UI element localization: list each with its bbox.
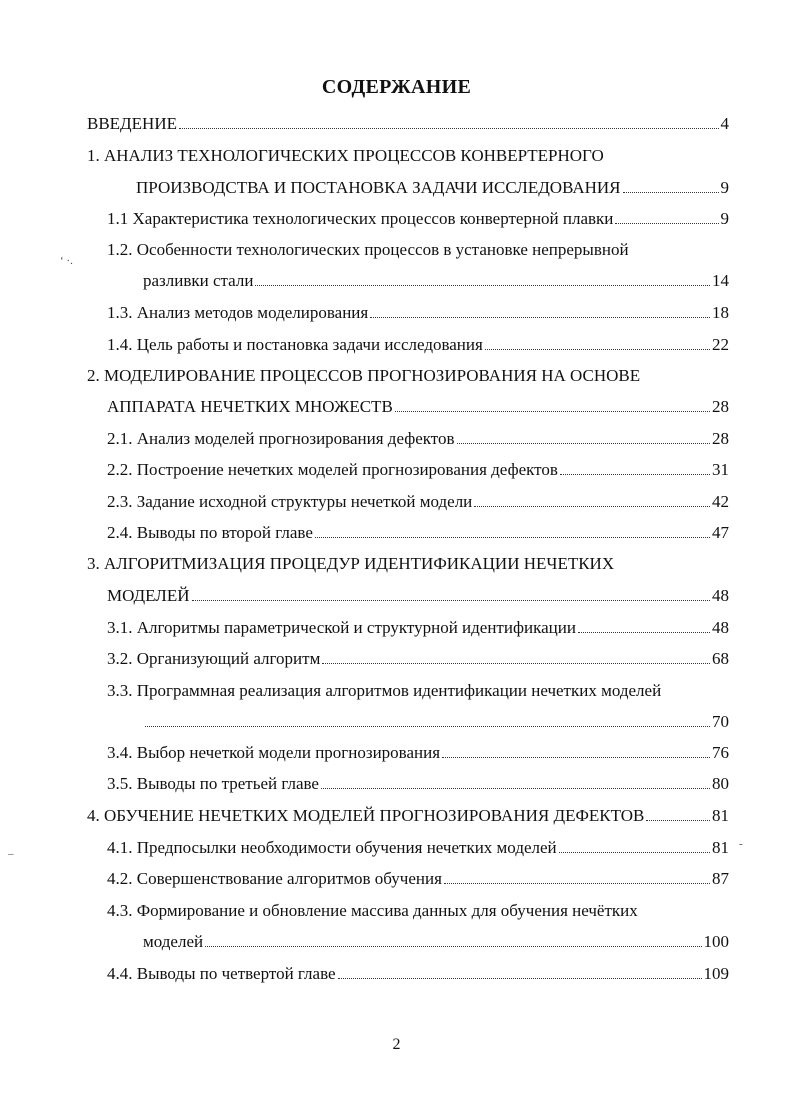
- toc-entry-2-1: 2.1. Анализ моделей прогнозирования дефектов 28: [107, 429, 729, 448]
- toc-chapter-1-line-1: 1. АНАЛИЗ ТЕХНОЛОГИЧЕСКИХ ПРОЦЕССОВ КОНВЕРТЕРНОГО: [87, 146, 604, 165]
- toc-page-number: 80: [712, 774, 729, 793]
- page-title: СОДЕРЖАНИЕ: [321, 76, 472, 98]
- toc-page-number: 100: [703, 932, 729, 951]
- toc-entry-4-3-line-2: моделей 100: [143, 932, 729, 951]
- toc-page-number: 14: [712, 271, 729, 290]
- toc-chapter-2-line-1: 2. МОДЕЛИРОВАНИЕ ПРОЦЕССОВ ПРОГНОЗИРОВАНИЯ НА ОСНОВЕ: [87, 366, 641, 385]
- dot-leader: [559, 837, 710, 853]
- dot-leader: [145, 711, 710, 727]
- toc-entry-3-3-line-1: 3.3. Программная реализация алгоритмов идентификации нечетких моделей: [107, 681, 662, 700]
- toc-page-number: 9: [720, 209, 729, 228]
- dot-leader: [315, 522, 710, 538]
- toc-chapter-4: 4. ОБУЧЕНИЕ НЕЧЕТКИХ МОДЕЛЕЙ ПРОГНОЗИРОВАНИЯ ДЕФЕКТОВ 81: [87, 806, 729, 825]
- toc-page-number: 48: [712, 618, 729, 637]
- toc-page-number: 28: [712, 429, 729, 448]
- dot-leader: [179, 113, 719, 129]
- toc-chapter-3-line-2: МОДЕЛЕЙ 48: [107, 586, 729, 605]
- toc-page-number: 9: [720, 178, 729, 197]
- page-number: 2: [392, 1036, 401, 1053]
- toc-page-number: 109: [703, 964, 729, 983]
- dot-leader: [370, 302, 710, 318]
- scan-speck-mark: –: [8, 848, 14, 860]
- dot-leader: [255, 270, 710, 286]
- toc-page-number: 47: [712, 523, 729, 542]
- dot-leader: [615, 208, 718, 224]
- dot-leader: [623, 177, 719, 193]
- toc-entry-4-3-line-1: 4.3. Формирование и обновление массива данных для обучения нечётких: [107, 901, 638, 920]
- toc-entry-1-1: 1.1 Характеристика технологических процессов конвертерной плавки 9: [107, 209, 729, 228]
- toc-chapter-1-line-2: ПРОИЗВОДСТВА И ПОСТАНОВКА ЗАДАЧИ ИССЛЕДОВАНИЯ 9: [136, 178, 729, 197]
- toc-entry-4-2: 4.2. Совершенствование алгоритмов обучения 87: [107, 869, 729, 888]
- dot-leader: [442, 742, 710, 758]
- toc-entry-1-4: 1.4. Цель работы и постановка задачи исследования 22: [107, 335, 729, 354]
- toc-page-number: 68: [712, 649, 729, 668]
- toc-entry-4-1: 4.1. Предпосылки необходимости обучения нечетких моделей 81: [107, 838, 729, 857]
- scan-speck-mark: -: [739, 838, 743, 850]
- dot-leader: [457, 428, 710, 444]
- dot-leader: [192, 585, 711, 601]
- toc-entry-3-3-line-2: [143, 711, 729, 733]
- dot-leader: [338, 963, 702, 979]
- toc-entry-3-5: 3.5. Выводы по третьей главе 80: [107, 774, 729, 793]
- toc-page-number: 18: [712, 303, 729, 322]
- toc-page-number: 28: [712, 397, 729, 416]
- dot-leader: [485, 334, 710, 350]
- toc-chapter-3-line-1: 3. АЛГОРИТМИЗАЦИЯ ПРОЦЕДУР ИДЕНТИФИКАЦИИ НЕЧЕТКИХ: [87, 554, 615, 573]
- toc-entry-1-3: 1.3. Анализ методов моделирования 18: [107, 303, 729, 322]
- dot-leader: [321, 773, 710, 789]
- toc-page-number: 48: [712, 586, 729, 605]
- toc-chapter-2-line-2: АППАРАТА НЕЧЕТКИХ МНОЖЕСТВ 28: [107, 397, 729, 416]
- toc-page-number: 87: [712, 869, 729, 888]
- toc-entry-2-2: 2.2. Построение нечетких моделей прогнозирования дефектов 31: [107, 460, 729, 479]
- toc-entry-2-3: 2.3. Задание исходной структуры нечеткой модели 42: [107, 492, 729, 511]
- dot-leader: [474, 491, 710, 507]
- dot-leader: [205, 931, 701, 947]
- toc-entry-1-2-line-2: разливки стали 14: [143, 271, 729, 290]
- toc-entry-1-2-line-1: 1.2. Особенности технологических процессов в установке непрерывной: [107, 240, 629, 259]
- dot-leader: [395, 396, 710, 412]
- dot-leader: [444, 868, 710, 884]
- toc-entry-4-4: 4.4. Выводы по четвертой главе 109: [107, 964, 729, 983]
- toc-entry-3-2: 3.2. Организующий алгоритм 68: [107, 649, 729, 668]
- dot-leader: [560, 459, 710, 475]
- scan-speck-mark: ‘ ·.: [60, 255, 73, 267]
- toc-entry-2-4: 2.4. Выводы по второй главе 47: [107, 523, 729, 542]
- dot-leader: [646, 805, 710, 821]
- dot-leader: [322, 648, 710, 664]
- dot-leader: [578, 617, 710, 633]
- toc-page-number: 70: [712, 712, 729, 731]
- toc-entry-3-1: 3.1. Алгоритмы параметрической и структурной идентификации 48: [107, 618, 729, 637]
- toc-page-number: 22: [712, 335, 729, 354]
- toc-page-number: 76: [712, 743, 729, 762]
- toc-page-number: 81: [712, 838, 729, 857]
- toc-page-number: 81: [712, 806, 729, 825]
- toc-page-number: 4: [720, 114, 729, 133]
- toc-page-number: 42: [712, 492, 729, 511]
- toc-entry-3-4: 3.4. Выбор нечеткой модели прогнозирования 76: [107, 743, 729, 762]
- toc-page-number: 31: [712, 460, 729, 479]
- toc-entry-introduction: ВВЕДЕНИЕ 4: [87, 114, 729, 133]
